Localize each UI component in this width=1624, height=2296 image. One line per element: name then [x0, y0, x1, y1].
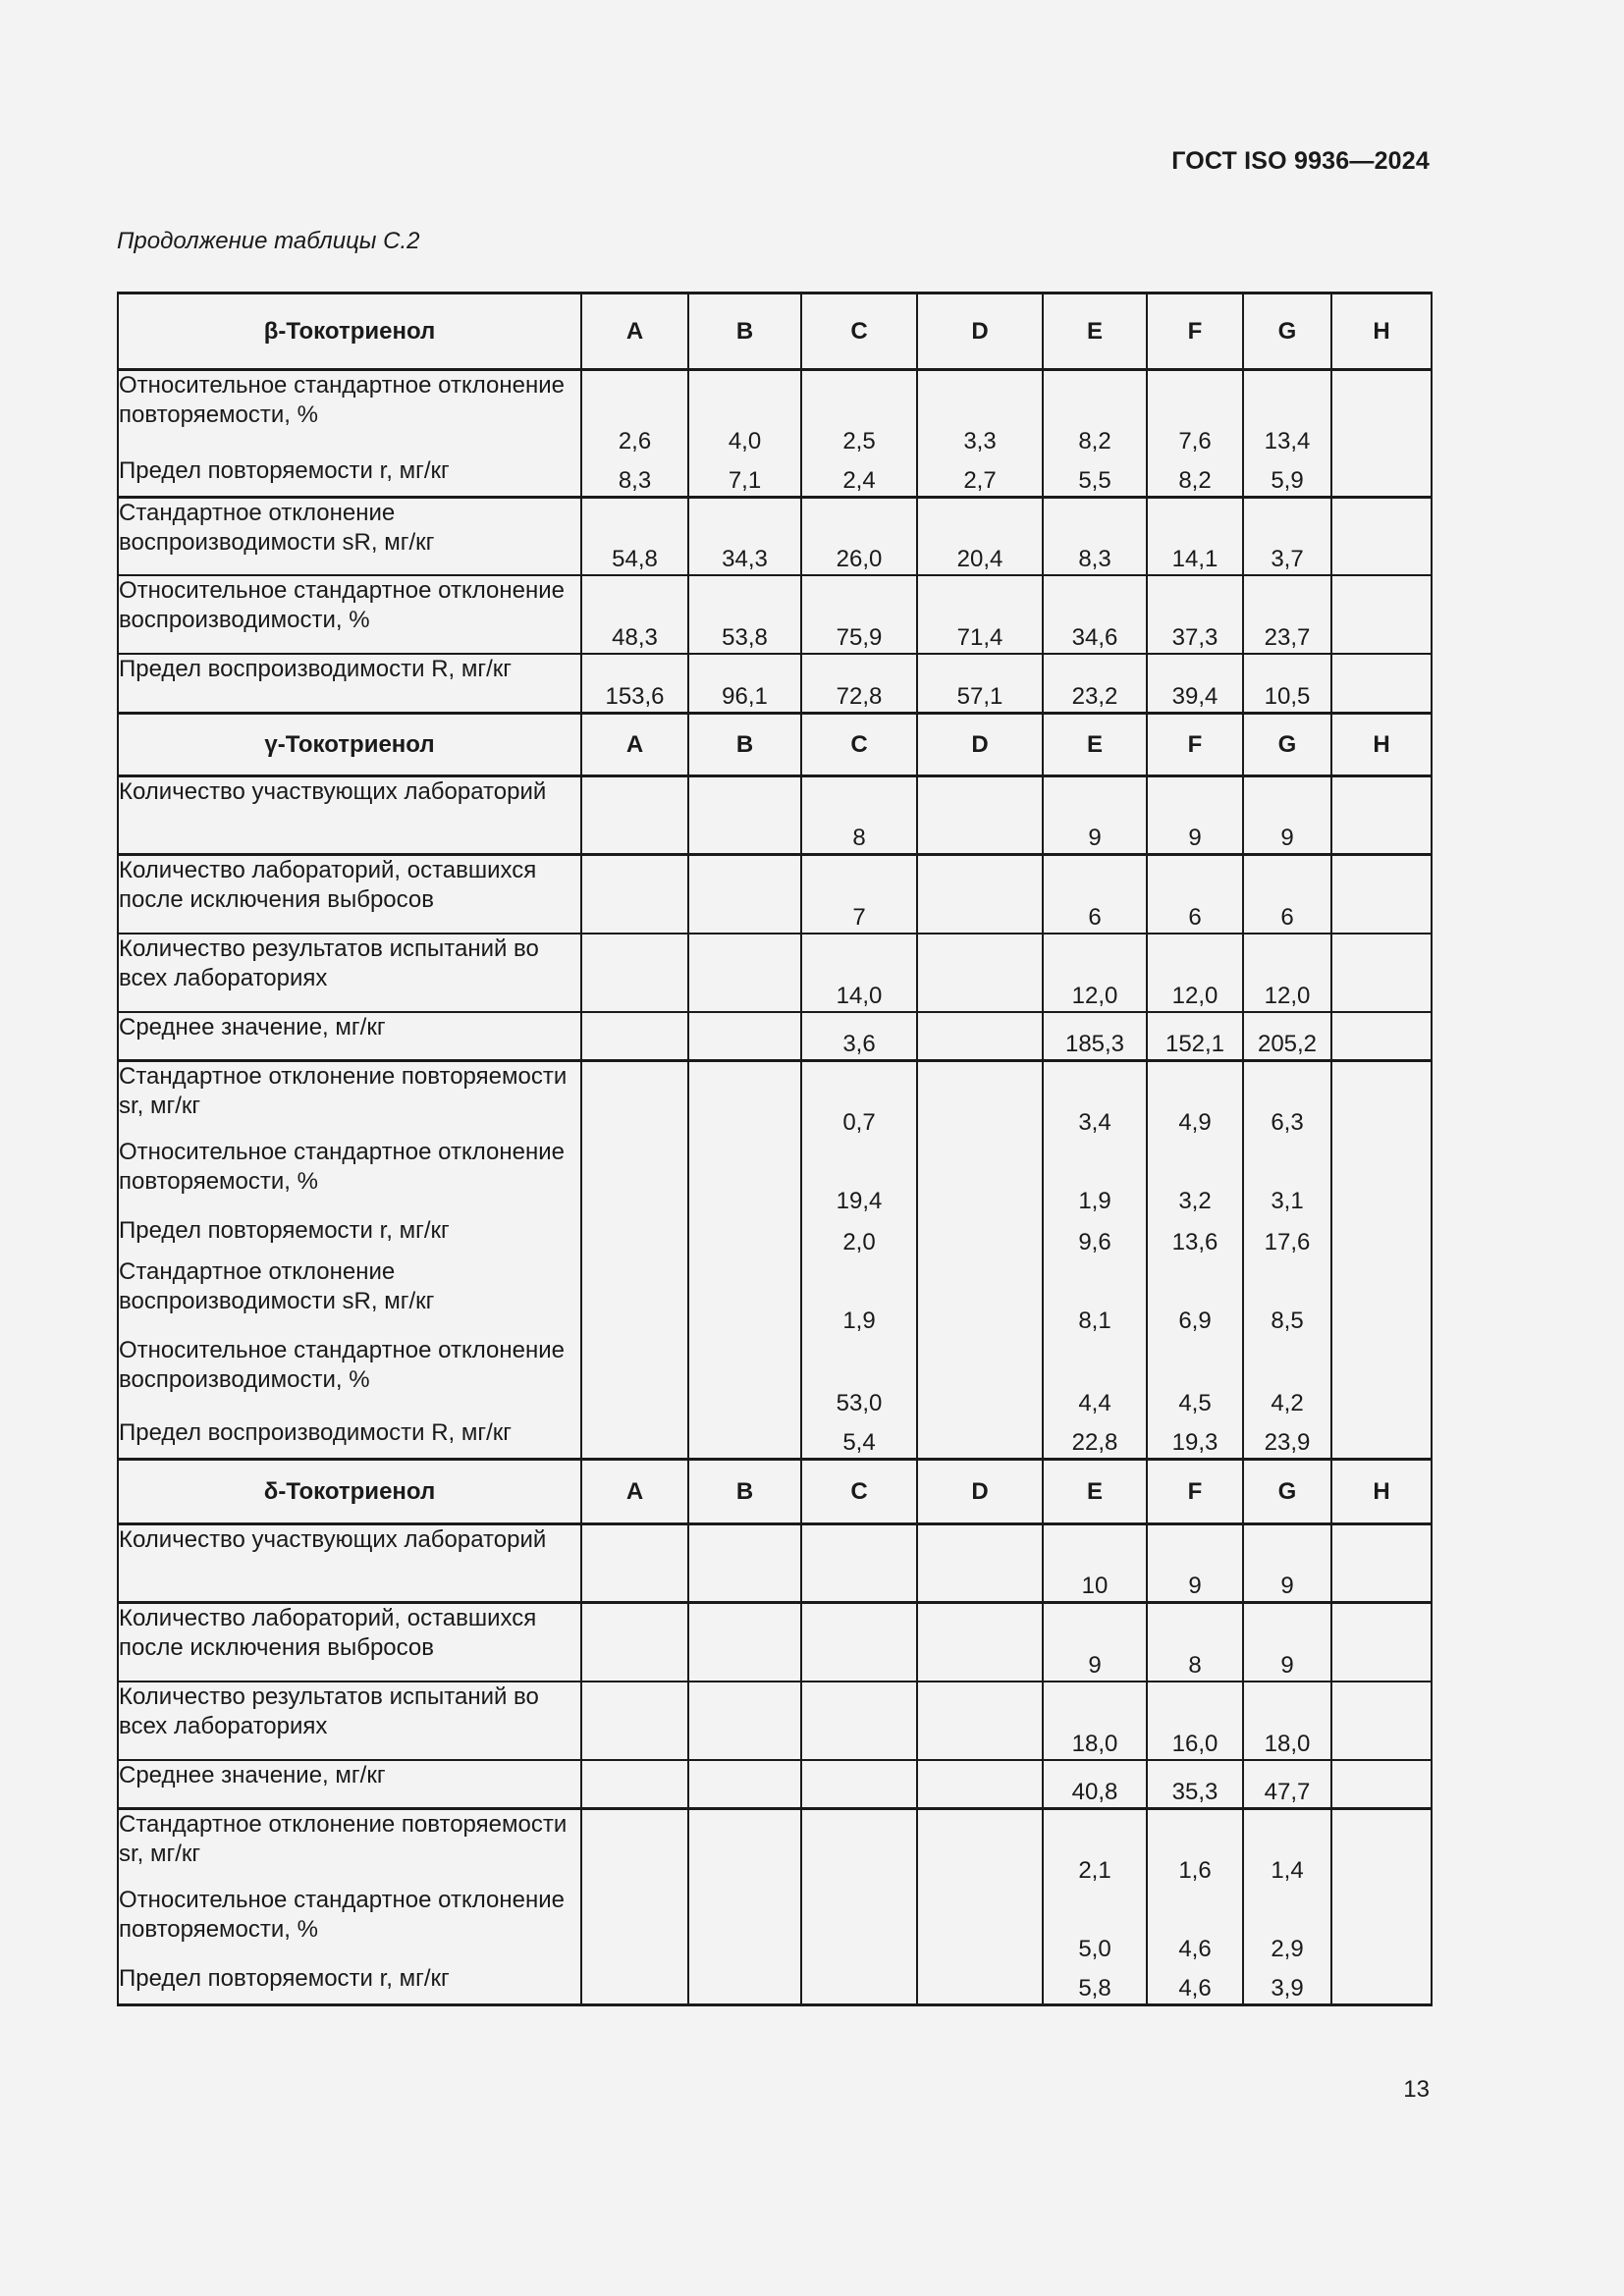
- table-row: [118, 1964, 1432, 2005]
- column-header: F: [1147, 1460, 1243, 1524]
- value-cell: [1331, 1524, 1432, 1603]
- value-cell: 9,6: [1043, 1216, 1147, 1257]
- table-row: [118, 1061, 1432, 1138]
- value-cell: 7,6: [1147, 370, 1243, 456]
- row-label: Количество результатов испытаний во всех лабораториях: [118, 934, 581, 1012]
- value-cell: 3,4: [1043, 1061, 1147, 1138]
- table-row: [118, 1257, 1432, 1336]
- value-cell: [1331, 1418, 1432, 1460]
- section-title: δ-Токотриенол: [118, 1460, 581, 1524]
- value-cell: [917, 1524, 1043, 1603]
- value-cell: 205,2: [1243, 1012, 1331, 1061]
- value-cell: [1331, 1257, 1432, 1336]
- value-cell: 6,3: [1243, 1061, 1331, 1138]
- value-cell: 7: [801, 855, 917, 934]
- value-cell: [581, 1886, 688, 1964]
- value-cell: [688, 1886, 801, 1964]
- value-cell: [688, 1257, 801, 1336]
- value-cell: [688, 855, 801, 934]
- row-label: Количество лабораторий, оставшихся после исключения выбросов: [118, 855, 581, 934]
- value-cell: 6: [1243, 855, 1331, 934]
- value-cell: 8,3: [581, 456, 688, 498]
- value-cell: [581, 934, 688, 1012]
- value-cell: [917, 1886, 1043, 1964]
- value-cell: [581, 776, 688, 855]
- column-header: C: [801, 714, 917, 776]
- column-header: A: [581, 1460, 688, 1524]
- value-cell: [688, 1216, 801, 1257]
- value-cell: 26,0: [801, 498, 917, 575]
- value-cell: [688, 1964, 801, 2005]
- column-header: F: [1147, 294, 1243, 370]
- table-row: [118, 1809, 1432, 1886]
- value-cell: 3,1: [1243, 1138, 1331, 1216]
- value-cell: [581, 1760, 688, 1809]
- column-header: F: [1147, 714, 1243, 776]
- value-cell: [801, 1760, 917, 1809]
- value-cell: 8,2: [1043, 370, 1147, 456]
- value-cell: [1331, 1336, 1432, 1418]
- value-cell: 57,1: [917, 654, 1043, 714]
- value-cell: 10,5: [1243, 654, 1331, 714]
- value-cell: [688, 934, 801, 1012]
- row-label: Относительное стандартное отклонение повторяемости, %: [118, 1138, 581, 1216]
- value-cell: [917, 1012, 1043, 1061]
- value-cell: [688, 1061, 801, 1138]
- column-header: H: [1331, 1460, 1432, 1524]
- column-header: B: [688, 1460, 801, 1524]
- value-cell: [1331, 1809, 1432, 1886]
- value-cell: 6,9: [1147, 1257, 1243, 1336]
- value-cell: [1331, 855, 1432, 934]
- value-cell: 14,0: [801, 934, 917, 1012]
- value-cell: 17,6: [1243, 1216, 1331, 1257]
- value-cell: 48,3: [581, 575, 688, 654]
- value-cell: [1331, 776, 1432, 855]
- value-cell: 2,7: [917, 456, 1043, 498]
- value-cell: 5,5: [1043, 456, 1147, 498]
- table-row: [118, 456, 1432, 498]
- value-cell: 6: [1043, 855, 1147, 934]
- value-cell: [581, 1138, 688, 1216]
- value-cell: 71,4: [917, 575, 1043, 654]
- value-cell: [801, 1809, 917, 1886]
- value-cell: 23,2: [1043, 654, 1147, 714]
- row-label: Стандартное отклонение воспроизводимости sR, мг/кг: [118, 1257, 581, 1336]
- column-header: G: [1243, 714, 1331, 776]
- value-cell: 35,3: [1147, 1760, 1243, 1809]
- section-header-row: [118, 714, 1432, 776]
- column-header: D: [917, 294, 1043, 370]
- value-cell: [688, 1418, 801, 1460]
- table-row: [118, 1216, 1432, 1257]
- value-cell: 8,2: [1147, 456, 1243, 498]
- table-row: [118, 1886, 1432, 1964]
- value-cell: 5,8: [1043, 1964, 1147, 2005]
- row-label: Относительное стандартное отклонение воспроизводимости, %: [118, 1336, 581, 1418]
- row-label: Стандартное отклонение повторяемости sr, мг/кг: [118, 1809, 581, 1886]
- value-cell: 3,7: [1243, 498, 1331, 575]
- value-cell: 34,3: [688, 498, 801, 575]
- value-cell: 4,9: [1147, 1061, 1243, 1138]
- value-cell: 8: [1147, 1603, 1243, 1682]
- tocotrienol-precision-table: [117, 292, 1433, 2006]
- value-cell: [581, 1682, 688, 1760]
- row-label: Предел воспроизводимости R, мг/кг: [118, 654, 581, 714]
- value-cell: 8,3: [1043, 498, 1147, 575]
- page-number: 13: [1403, 2076, 1430, 2103]
- value-cell: [917, 1809, 1043, 1886]
- value-cell: 1,4: [1243, 1809, 1331, 1886]
- value-cell: 23,7: [1243, 575, 1331, 654]
- value-cell: 18,0: [1043, 1682, 1147, 1760]
- row-label: Предел повторяемости r, мг/кг: [118, 1964, 581, 2005]
- column-header: E: [1043, 294, 1147, 370]
- row-label: Предел воспроизводимости R, мг/кг: [118, 1418, 581, 1460]
- value-cell: [1331, 1061, 1432, 1138]
- value-cell: [1331, 934, 1432, 1012]
- value-cell: 3,9: [1243, 1964, 1331, 2005]
- value-cell: [688, 1524, 801, 1603]
- value-cell: 19,4: [801, 1138, 917, 1216]
- table-row: [118, 934, 1432, 1012]
- value-cell: [917, 1964, 1043, 2005]
- value-cell: 8,1: [1043, 1257, 1147, 1336]
- value-cell: 4,5: [1147, 1336, 1243, 1418]
- column-header: B: [688, 714, 801, 776]
- value-cell: 23,9: [1243, 1418, 1331, 1460]
- value-cell: [917, 1682, 1043, 1760]
- column-header: C: [801, 1460, 917, 1524]
- row-label: Количество участвующих лабораторий: [118, 776, 581, 855]
- value-cell: [581, 855, 688, 934]
- value-cell: 14,1: [1147, 498, 1243, 575]
- table-row: [118, 1336, 1432, 1418]
- value-cell: 152,1: [1147, 1012, 1243, 1061]
- table-row: [118, 776, 1432, 855]
- section-header-row: [118, 294, 1432, 370]
- table-row: [118, 1682, 1432, 1760]
- value-cell: 185,3: [1043, 1012, 1147, 1061]
- column-header: D: [917, 714, 1043, 776]
- value-cell: 12,0: [1243, 934, 1331, 1012]
- value-cell: 18,0: [1243, 1682, 1331, 1760]
- value-cell: 13,6: [1147, 1216, 1243, 1257]
- value-cell: [688, 1336, 801, 1418]
- value-cell: [801, 1886, 917, 1964]
- column-header: D: [917, 1460, 1043, 1524]
- row-label: Предел повторяемости r, мг/кг: [118, 1216, 581, 1257]
- value-cell: [917, 1603, 1043, 1682]
- column-header: G: [1243, 294, 1331, 370]
- value-cell: 2,9: [1243, 1886, 1331, 1964]
- value-cell: [1331, 1012, 1432, 1061]
- row-label: Среднее значение, мг/кг: [118, 1012, 581, 1061]
- value-cell: [688, 1809, 801, 1886]
- value-cell: [1331, 654, 1432, 714]
- value-cell: 1,9: [801, 1257, 917, 1336]
- value-cell: [801, 1603, 917, 1682]
- value-cell: 4,0: [688, 370, 801, 456]
- value-cell: 4,6: [1147, 1886, 1243, 1964]
- value-cell: [917, 1061, 1043, 1138]
- value-cell: 75,9: [801, 575, 917, 654]
- table-row: [118, 575, 1432, 654]
- value-cell: [917, 855, 1043, 934]
- document-code: ГОСТ ISO 9936—2024: [1171, 147, 1430, 175]
- value-cell: [917, 1216, 1043, 1257]
- table-row: [118, 370, 1432, 456]
- value-cell: [688, 1760, 801, 1809]
- value-cell: [917, 1418, 1043, 1460]
- value-cell: [1331, 1603, 1432, 1682]
- value-cell: 16,0: [1147, 1682, 1243, 1760]
- column-header: E: [1043, 1460, 1147, 1524]
- value-cell: [581, 1603, 688, 1682]
- value-cell: 2,6: [581, 370, 688, 456]
- value-cell: 9: [1243, 1524, 1331, 1603]
- value-cell: 9: [1147, 1524, 1243, 1603]
- value-cell: 12,0: [1147, 934, 1243, 1012]
- value-cell: [917, 1138, 1043, 1216]
- value-cell: 1,6: [1147, 1809, 1243, 1886]
- value-cell: 4,4: [1043, 1336, 1147, 1418]
- column-header: A: [581, 294, 688, 370]
- table-row: [118, 1138, 1432, 1216]
- value-cell: 9: [1243, 1603, 1331, 1682]
- value-cell: 19,3: [1147, 1418, 1243, 1460]
- value-cell: [801, 1682, 917, 1760]
- value-cell: 2,0: [801, 1216, 917, 1257]
- value-cell: 153,6: [581, 654, 688, 714]
- value-cell: 20,4: [917, 498, 1043, 575]
- value-cell: [1331, 1138, 1432, 1216]
- value-cell: 5,4: [801, 1418, 917, 1460]
- value-cell: [801, 1524, 917, 1603]
- row-label: Количество участвующих лабораторий: [118, 1524, 581, 1603]
- column-header: G: [1243, 1460, 1331, 1524]
- value-cell: 47,7: [1243, 1760, 1331, 1809]
- value-cell: 53,0: [801, 1336, 917, 1418]
- section-title: γ-Токотриенол: [118, 714, 581, 776]
- column-header: H: [1331, 294, 1432, 370]
- value-cell: 3,6: [801, 1012, 917, 1061]
- value-cell: 39,4: [1147, 654, 1243, 714]
- value-cell: 4,6: [1147, 1964, 1243, 2005]
- table-row: [118, 1418, 1432, 1460]
- value-cell: [801, 1964, 917, 2005]
- value-cell: 9: [1043, 1603, 1147, 1682]
- value-cell: 34,6: [1043, 575, 1147, 654]
- column-header: B: [688, 294, 801, 370]
- value-cell: [581, 1257, 688, 1336]
- value-cell: 5,9: [1243, 456, 1331, 498]
- value-cell: [1331, 575, 1432, 654]
- value-cell: 2,4: [801, 456, 917, 498]
- row-label: Количество лабораторий, оставшихся после исключения выбросов: [118, 1603, 581, 1682]
- table-row: [118, 1012, 1432, 1061]
- value-cell: 37,3: [1147, 575, 1243, 654]
- value-cell: [581, 1418, 688, 1460]
- value-cell: [917, 1760, 1043, 1809]
- column-header: E: [1043, 714, 1147, 776]
- row-label: Стандартное отклонение воспроизводимости sR, мг/кг: [118, 498, 581, 575]
- value-cell: [688, 1682, 801, 1760]
- row-label: Предел повторяемости r, мг/кг: [118, 456, 581, 498]
- value-cell: [688, 776, 801, 855]
- table-row: [118, 1760, 1432, 1809]
- row-label: Относительное стандартное отклонение повторяемости, %: [118, 1886, 581, 1964]
- table-row: [118, 1603, 1432, 1682]
- value-cell: 13,4: [1243, 370, 1331, 456]
- value-cell: 3,2: [1147, 1138, 1243, 1216]
- value-cell: 12,0: [1043, 934, 1147, 1012]
- value-cell: 6: [1147, 855, 1243, 934]
- value-cell: [1331, 456, 1432, 498]
- value-cell: [917, 1257, 1043, 1336]
- value-cell: [688, 1012, 801, 1061]
- value-cell: 96,1: [688, 654, 801, 714]
- value-cell: [581, 1336, 688, 1418]
- value-cell: [581, 1061, 688, 1138]
- value-cell: 4,2: [1243, 1336, 1331, 1418]
- row-label: Среднее значение, мг/кг: [118, 1760, 581, 1809]
- value-cell: [581, 1216, 688, 1257]
- row-label: Количество результатов испытаний во всех лабораториях: [118, 1682, 581, 1760]
- value-cell: 9: [1147, 776, 1243, 855]
- value-cell: [688, 1138, 801, 1216]
- value-cell: 8: [801, 776, 917, 855]
- value-cell: 22,8: [1043, 1418, 1147, 1460]
- section-title: β-Токотриенол: [118, 294, 581, 370]
- value-cell: [1331, 1964, 1432, 2005]
- value-cell: [1331, 498, 1432, 575]
- value-cell: 53,8: [688, 575, 801, 654]
- column-header: A: [581, 714, 688, 776]
- row-label: Стандартное отклонение повторяемости sr, мг/кг: [118, 1061, 581, 1138]
- value-cell: 40,8: [1043, 1760, 1147, 1809]
- value-cell: [1331, 1216, 1432, 1257]
- value-cell: [917, 776, 1043, 855]
- value-cell: [581, 1964, 688, 2005]
- value-cell: 5,0: [1043, 1886, 1147, 1964]
- value-cell: 10: [1043, 1524, 1147, 1603]
- value-cell: 54,8: [581, 498, 688, 575]
- value-cell: 9: [1043, 776, 1147, 855]
- value-cell: [1331, 1682, 1432, 1760]
- table-row: [118, 654, 1432, 714]
- value-cell: [581, 1524, 688, 1603]
- row-label: Относительное стандартное отклонение воспроизводимости, %: [118, 575, 581, 654]
- value-cell: 2,5: [801, 370, 917, 456]
- row-label: Относительное стандартное отклонение повторяемости, %: [118, 370, 581, 456]
- value-cell: [1331, 1886, 1432, 1964]
- table-row: [118, 1524, 1432, 1603]
- column-header: H: [1331, 714, 1432, 776]
- value-cell: 7,1: [688, 456, 801, 498]
- table-row: [118, 498, 1432, 575]
- value-cell: [1331, 1760, 1432, 1809]
- section-header-row: [118, 1460, 1432, 1524]
- column-header: C: [801, 294, 917, 370]
- value-cell: [917, 934, 1043, 1012]
- value-cell: 2,1: [1043, 1809, 1147, 1886]
- value-cell: [581, 1809, 688, 1886]
- value-cell: [917, 1336, 1043, 1418]
- value-cell: 3,3: [917, 370, 1043, 456]
- value-cell: 1,9: [1043, 1138, 1147, 1216]
- table-row: [118, 855, 1432, 934]
- table-continuation-caption: Продолжение таблицы С.2: [117, 228, 420, 254]
- value-cell: [688, 1603, 801, 1682]
- value-cell: 0,7: [801, 1061, 917, 1138]
- value-cell: [1331, 370, 1432, 456]
- value-cell: [581, 1012, 688, 1061]
- value-cell: 8,5: [1243, 1257, 1331, 1336]
- value-cell: 72,8: [801, 654, 917, 714]
- value-cell: 9: [1243, 776, 1331, 855]
